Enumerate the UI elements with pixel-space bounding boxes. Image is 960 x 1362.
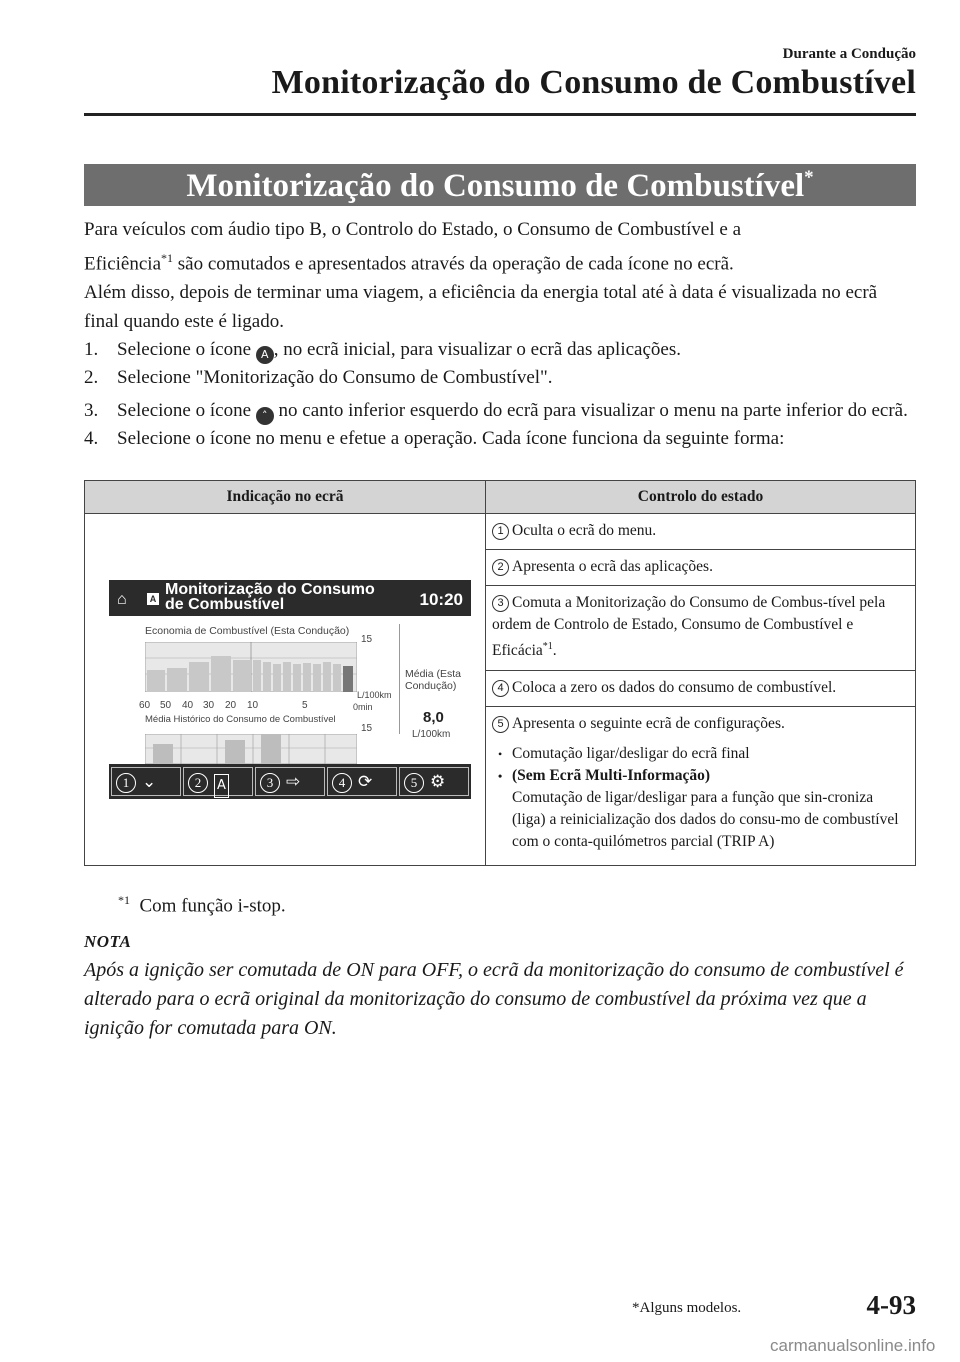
control-text: Apresenta o ecrã das aplicações.: [512, 557, 713, 575]
x-tick-label: 60: [139, 700, 151, 711]
control-row-5: [486, 706, 916, 865]
footnote-mark: *1: [118, 893, 130, 907]
control-text: Apresenta o seguinte ecrã de configurações.: [512, 714, 785, 732]
step-number: 4.: [84, 428, 99, 450]
switch-screen-button[interactable]: [255, 767, 325, 796]
gear-icon: ⚙: [430, 772, 446, 792]
callout-number: 1: [116, 773, 136, 793]
x-tick-label: 10: [247, 700, 259, 711]
footnote-text: Com função i-stop.: [139, 895, 286, 917]
panel-divider: [399, 624, 400, 734]
intro-line-1: Para veículos com áudio tipo B, o Controlo do Estado, o Consumo de Combustível e a: [84, 219, 742, 240]
x-tick-label: 30: [203, 700, 215, 711]
control-row-5-head: [492, 713, 909, 735]
intro-line-2-rest: são comutados e apresentados através da operação de cada ícone no ecrã.: [173, 253, 734, 275]
header-divider: [84, 113, 916, 116]
step-text: no canto inferior esquerdo do ecrã para visualizar o menu na parte inferior do ecrã.: [273, 399, 908, 421]
chart1-bars: [145, 642, 357, 692]
reset-icon: ⟳: [358, 772, 373, 792]
step-number: 1.: [84, 338, 99, 360]
chevron-up-icon: ˄: [256, 407, 274, 425]
callout-number: 4: [332, 773, 352, 793]
chart2-ymax: 15: [361, 723, 373, 734]
chart1-unit: L/100km: [357, 690, 392, 700]
average-unit: L/100km: [412, 729, 451, 740]
reset-button[interactable]: [327, 767, 397, 796]
intro-para-2: Além disso, depois de terminar uma viagem, a eficiência da energia total até à data é visualizada no ecrã final quando este é ligado.: [84, 282, 878, 332]
average-label: Média (Esta Condução): [405, 668, 462, 692]
callout-number: 3: [492, 595, 509, 612]
x-tick-label: 20: [225, 700, 237, 711]
fuel-monitor-screen: [109, 580, 471, 799]
step-number: 2.: [84, 367, 99, 389]
step-text: Selecione o ícone no menu e efetue a operação. Cada ícone funciona da seguinte forma:: [117, 428, 785, 450]
step-text: Selecione o ícone: [117, 338, 256, 360]
control-row-3: [486, 585, 916, 670]
intro-word: Eficiência: [84, 253, 162, 275]
note-text: Após a ignição ser comutada de ON para OFF, o ecrã da monitorização do consumo de combustível é alterado para o ecrã original da monitorização do consumo de combustível da próxima vez que a ignição for comutada para ON.: [84, 959, 904, 1039]
screen-content: [109, 616, 471, 764]
banner-title: Monitorização do Consumo de Combustível: [186, 168, 805, 204]
section-title: Durante a Condução: [782, 46, 916, 62]
control-text: Oculta o ecrã do menu.: [512, 522, 657, 539]
applications-icon: A: [147, 593, 159, 605]
page-title: Monitorização do Consumo de Combustível: [271, 64, 916, 101]
chevron-down-icon: ⌄: [142, 772, 157, 792]
footnote-ref: *1: [161, 251, 174, 266]
control-text: Coloca a zero os dados do consumo de combustível.: [512, 679, 837, 697]
bullet-subtext: Comutação de ligar/desligar para a função que sin-croniza (liga) a reinicialização dos dados do consu-mo de combustível com o conta-quilómetros parcial (TRIP A): [512, 788, 899, 850]
average-value: 8,0: [423, 709, 444, 726]
control-text: Comuta a Monitorização do Consumo de Combus-tível pela ordem de Controlo de Estado, Consumo de Combustível e Eficácia: [492, 593, 886, 659]
section-banner: [84, 164, 916, 206]
note-heading: NOTA: [84, 932, 132, 951]
screen-menu-bar: [109, 764, 471, 799]
footnote: [118, 893, 286, 917]
controls-table: [84, 480, 916, 866]
x-tick-label: 50: [160, 700, 172, 711]
chart1-zero: 0min: [353, 702, 373, 712]
callout-number: 2: [492, 559, 509, 576]
screen-title-bar: [109, 580, 471, 616]
intro-text: [84, 216, 916, 454]
screen-title-line-1: Monitorização do Consumo: [165, 581, 375, 598]
chart1-title: Economia de Combustível (Esta Condução): [145, 625, 350, 637]
step-1: [84, 336, 916, 364]
x-tick-label: 5: [302, 700, 308, 711]
step-3: [84, 397, 916, 425]
callout-number: 5: [492, 716, 509, 733]
callout-number: 1: [492, 523, 509, 540]
chart1-ymax: 15: [361, 634, 373, 645]
callout-number: 2: [188, 773, 208, 793]
applications-icon: A: [214, 774, 229, 798]
control-text: .: [552, 641, 557, 659]
step-2: [84, 364, 916, 392]
step-text: Selecione o ícone: [117, 399, 256, 421]
screen-illustration-cell: [85, 514, 486, 866]
table-header-control: Controlo do estado: [486, 481, 916, 514]
footnote-ref: *1: [542, 640, 553, 652]
control-row-4: [486, 671, 916, 707]
watermark: carmanualsonline.info: [770, 1336, 936, 1355]
screen-clock: 10:20: [419, 590, 463, 609]
chart2-title: Média Histórico do Consumo de Combustível: [145, 714, 336, 725]
control-row-1: [486, 514, 916, 550]
intro-line-2: [84, 244, 916, 279]
home-icon: ⌂: [117, 591, 127, 608]
banner-mark: *: [804, 167, 814, 188]
screen-title-line-2: de Combustível: [165, 596, 285, 613]
callout-number: 3: [260, 773, 280, 793]
x-tick-label: 40: [182, 700, 194, 711]
applications-icon: A: [256, 346, 274, 364]
switch-screen-icon: ⇨: [286, 772, 301, 792]
control-row-2: [486, 549, 916, 585]
page-number: 4-93: [866, 1290, 916, 1320]
hide-menu-button[interactable]: [111, 767, 181, 796]
step-text: , no ecrã inicial, para visualizar o ecrã das aplicações.: [273, 338, 681, 360]
callout-number: 5: [404, 773, 424, 793]
step-text: Selecione "Monitorização do Consumo de Combustível".: [117, 367, 553, 389]
models-note: *Alguns modelos.: [632, 1300, 742, 1316]
chart2-bars: [145, 734, 357, 764]
settings-button[interactable]: [399, 767, 469, 796]
callout-number: 4: [492, 680, 509, 697]
table-header-display: Indicação no ecrã: [85, 481, 486, 514]
bullet-item: • Comutação ligar/desligar do ecrã final: [492, 743, 909, 765]
applications-button[interactable]: [183, 767, 253, 796]
step-4: [84, 425, 916, 453]
bullet-item: • (Sem Ecrã Multi-Informação): [492, 765, 909, 787]
screen-title: [165, 582, 375, 612]
step-number: 3.: [84, 399, 99, 421]
